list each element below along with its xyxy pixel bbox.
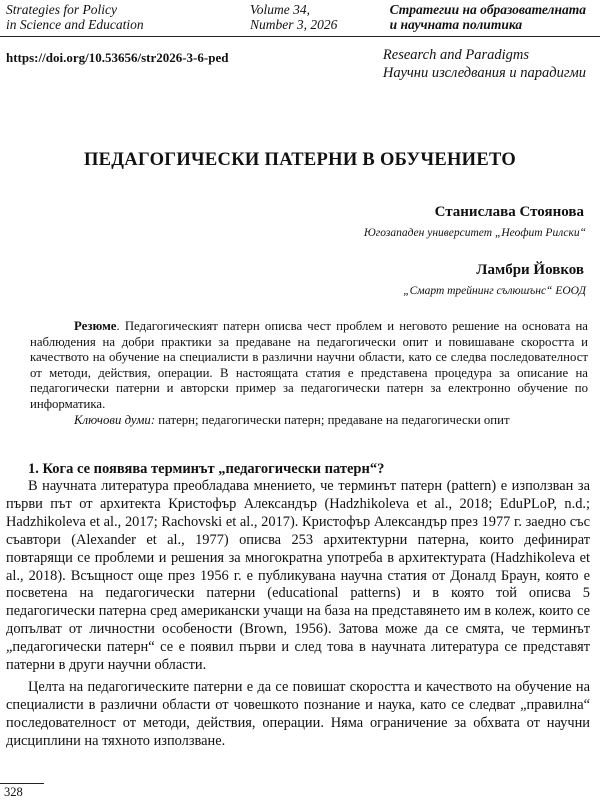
- author-name-1: Станислава Стоянова: [434, 204, 584, 220]
- keywords-paragraph: [30, 413, 588, 429]
- journal-title-bg-line1: Стратегии на образователната: [389, 2, 586, 17]
- section-body: [6, 478, 590, 751]
- keywords-text: патерн; педагогически патерн; предаване на педагогически опит: [155, 412, 510, 427]
- issue-number: Number 3, 2026: [250, 17, 338, 32]
- volume-label: Volume 34,: [250, 2, 310, 17]
- author-affiliation-1: Югозападен университет „Неофит Рилски“: [363, 227, 586, 239]
- article-title: ПЕДАГОГИЧЕСКИ ПАТЕРНИ В ОБУЧЕНИЕТО: [83, 150, 517, 170]
- doi-link[interactable]: https://doi.org/10.53656/str2026-3-6-ped: [6, 50, 229, 65]
- abstract-label: Резюме: [74, 319, 117, 333]
- author-name-2: Ламбри Йовков: [476, 262, 584, 278]
- keywords-label: Ключови думи:: [74, 412, 156, 427]
- journal-title-en-line1: Strategies for Policy: [6, 2, 117, 17]
- journal-title-bg-line2: и научната политика: [389, 17, 523, 32]
- abstract: [30, 319, 588, 428]
- journal-title-en-line2: in Science and Education: [6, 17, 144, 32]
- journal-title-bg: [390, 2, 586, 32]
- page-number: 328: [4, 785, 23, 799]
- abstract-text: . Педагогическият патерн описва чест проблем и неговото решение на основата на наблюдения на добри практики за предаване на педагогически опит и повишаване скоростта и качеството на обучение на специалисти в различни научни области, като се следва последователност от методи, действия, операции. В настоящата статия е представена процедура за описание на педагогически патерни и авторски пример за педагогически патерн за електронно обучение по информатика.: [30, 319, 588, 411]
- author-affiliation-2: „Смарт трейнинг сълюшънс“ ЕООД: [403, 285, 586, 297]
- abstract-paragraph: [30, 319, 588, 413]
- section-label: [383, 46, 586, 82]
- footer-divider: [0, 783, 44, 784]
- body-paragraph: Целта на педагогическите патерни е да се повишат скоростта и качеството на обучение на специалисти в различни области от човешкото познание и наука, като се следват „правилна“ последователност от методи, действия, операции. Няма ограничение за обхвата от научни дисциплини на тяхното използване.: [6, 678, 590, 749]
- section-heading: 1. Кога се появява терминът „педагогически патерн“?: [28, 461, 385, 477]
- issue-info: [250, 2, 337, 32]
- section-label-en: Research and Paradigms: [382, 47, 529, 63]
- body-paragraph: В научната литература преобладава мнението, че терминът патерн (pattern) е използван за първи път от архитекта Кристофър Александър (Hadzhikoleva et al., 2018; EduPLoP, n.d.; Hadzhikoleva et al., 2017; Rachovski et al., 2017). Кристофър Александър през 1977 г. заедно със съавтори (Alexander et al., 1977) описва 253 архитектурни патерна, които дефинират повтарящи се проблеми и решения за многократна употреба в архитектурата (Hadzhikoleva et al., 2018). Всъщност още през 1956 г. е публикувана научна статия от Доналд Браун, която е посветена на педагогически патерни (educational patterns) и в която той описва 5 педагогически патерна сред американски учащи на база на представянето им в колеж, които се допълват от личностни особености (Brown, 1956). Затова може да се смята, че терминът „педагогически патерн“ се е появил първи и след това в научната литература се представят патерни в други научни области.: [6, 478, 590, 674]
- journal-title-en: [6, 2, 144, 32]
- section-label-bg: Научни изследвания и парадигми: [382, 65, 586, 81]
- header-divider: [0, 36, 600, 37]
